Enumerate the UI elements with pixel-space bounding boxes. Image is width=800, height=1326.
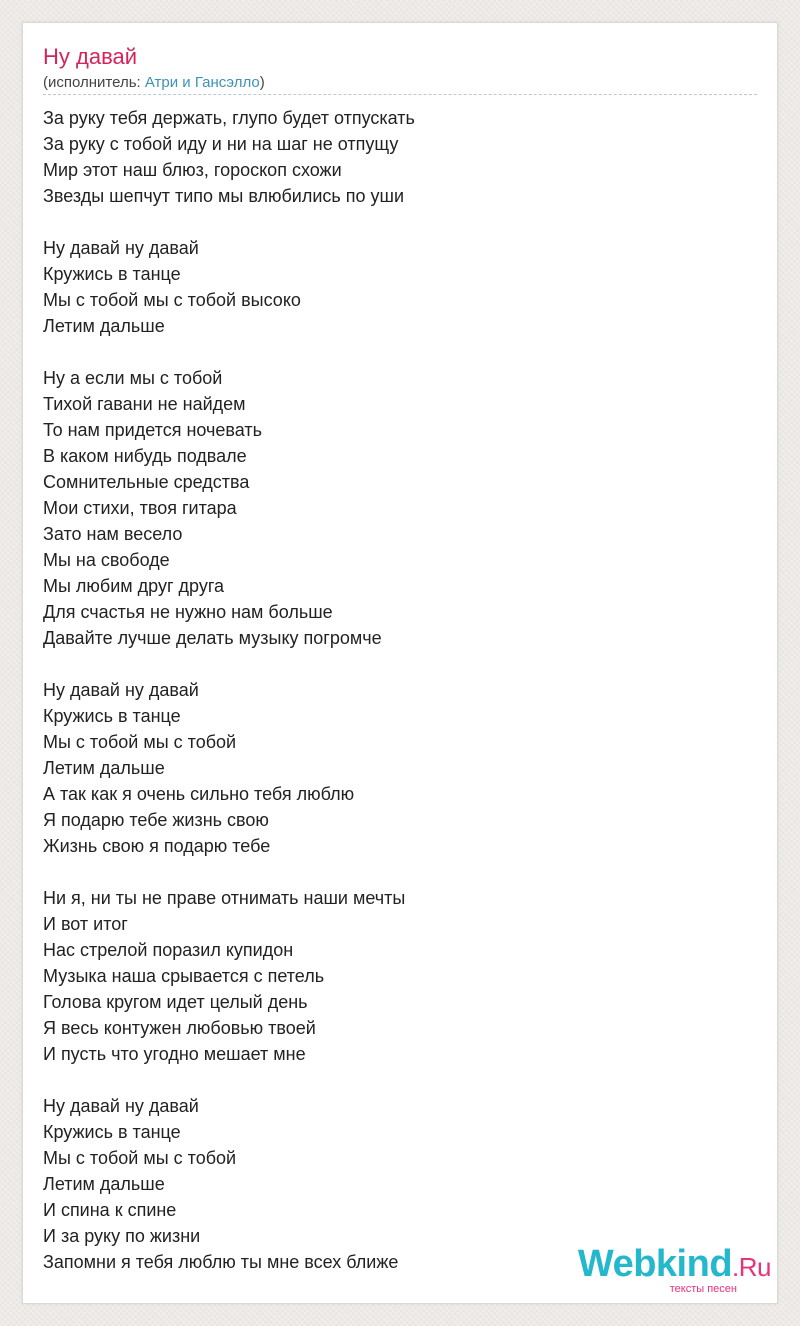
lyric-line: Ну давай ну давай — [43, 680, 199, 700]
artist-link[interactable]: Атри и Гансэлло — [144, 74, 260, 91]
lyrics-stanza — [43, 235, 415, 339]
lyric-line: То нам придется ночевать — [43, 420, 262, 440]
lyric-line: В каком нибудь подвале — [43, 446, 247, 466]
lyric-line: Мои стихи, твоя гитара — [43, 498, 237, 518]
artist-prefix: (исполнитель: — [43, 74, 145, 91]
lyric-line: Мы с тобой мы с тобой — [43, 1148, 237, 1168]
site-logo[interactable] — [578, 1245, 771, 1295]
lyrics-stanza — [43, 1093, 415, 1275]
lyric-line: Летим дальше — [43, 758, 165, 778]
lyric-line: Мир этот наш блюз, гороскоп схожи — [43, 160, 342, 180]
lyric-line: Я подарю тебе жизнь свою — [43, 810, 269, 830]
lyric-line: Музыка наша срывается с петель — [43, 966, 325, 986]
lyric-line: Запомни я тебя люблю ты мне всех ближе — [43, 1252, 399, 1272]
lyric-line: А так как я очень сильно тебя люблю — [43, 784, 355, 804]
lyrics-body — [43, 105, 415, 1301]
lyric-line: И за руку по жизни — [43, 1226, 201, 1246]
lyric-line: Кружись в танце — [43, 264, 181, 284]
lyric-line: Кружись в танце — [43, 1122, 181, 1142]
lyrics-stanza — [43, 365, 415, 651]
lyric-line: Для счастья не нужно нам больше — [43, 602, 333, 622]
artist-line — [43, 73, 757, 95]
lyric-line: Кружись в танце — [43, 706, 181, 726]
lyric-line: Жизнь свою я подарю тебе — [43, 836, 271, 856]
lyric-line: Летим дальше — [43, 316, 165, 336]
lyric-line: Мы любим друг друга — [43, 576, 225, 596]
lyric-line: Мы на свободе — [43, 550, 170, 570]
lyric-line: И вот итог — [43, 914, 128, 934]
lyric-line: За руку тебя держать, глупо будет отпускать — [43, 108, 415, 128]
lyric-line: Голова кругом идет целый день — [43, 992, 308, 1012]
logo-wordmark — [578, 1245, 771, 1286]
lyric-line: Летим дальше — [43, 1174, 165, 1194]
lyrics-stanza — [43, 677, 415, 859]
lyric-line: Я весь контужен любовью твоей — [43, 1018, 316, 1038]
lyric-line: Ну давай ну давай — [43, 238, 199, 258]
lyrics-card — [22, 22, 778, 1304]
lyric-line: Тихой гавани не найдем — [43, 394, 246, 414]
lyric-line: Сомнительные средства — [43, 472, 250, 492]
logo-main-text: Webkind — [577, 1243, 733, 1285]
lyric-line: И спина к спине — [43, 1200, 177, 1220]
song-title: Ну давай — [43, 44, 138, 69]
lyric-line: Ну давай ну давай — [43, 1096, 199, 1116]
lyric-line: Давайте лучше делать музыку погромче — [43, 628, 382, 648]
logo-tld: .Ru — [732, 1252, 771, 1282]
artist-suffix: ) — [259, 74, 265, 91]
lyric-line: Звезды шепчут типо мы влюбились по уши — [43, 186, 405, 206]
lyric-line: Мы с тобой мы с тобой высоко — [43, 290, 301, 310]
lyric-line: Мы с тобой мы с тобой — [43, 732, 237, 752]
lyric-line: За руку с тобой иду и ни на шаг не отпущу — [43, 134, 399, 154]
lyric-line: Нас стрелой поразил купидон — [43, 940, 294, 960]
lyric-line: И пусть что угодно мешает мне — [43, 1044, 306, 1064]
logo-tagline: тексты песен — [669, 1283, 737, 1295]
lyrics-stanza — [43, 105, 415, 209]
lyric-line: Зато нам весело — [43, 524, 183, 544]
lyric-line: Ну а если мы с тобой — [43, 368, 223, 388]
lyrics-stanza — [43, 885, 415, 1067]
lyric-line: Ни я, ни ты не праве отнимать наши мечты — [43, 888, 406, 908]
